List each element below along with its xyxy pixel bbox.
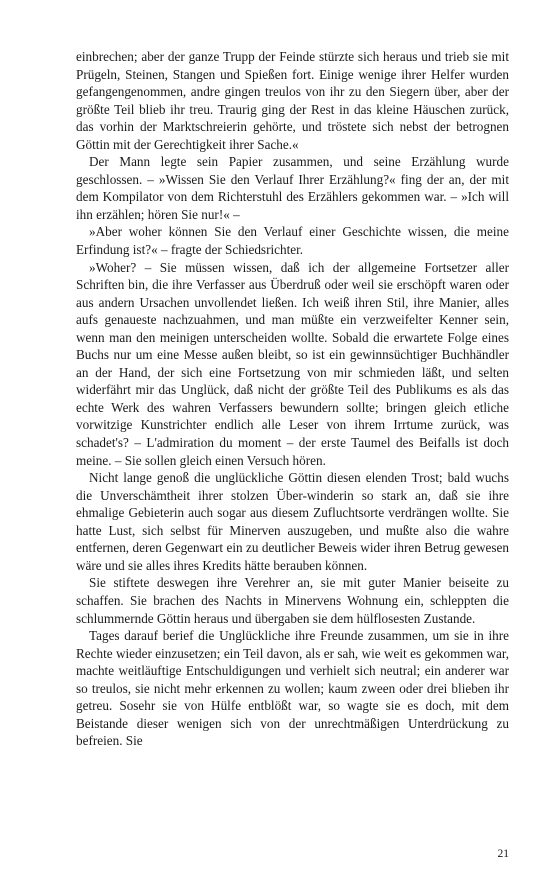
paragraph-7: Tages darauf berief die Unglückliche ihre Freunde zusammen, um sie in ihre Rechte wieder einzusetzen; ein Teil davon, als er sah, wie weit es gekommen war, machte weitläuftige Entschuldigungen und verhielt sich neutral; ein anderer war so treulos, sie nicht mehr erkennen zu wollen; kaum zween oder drei blieben ihr getreu. Sosehr sie von Hülfe entblößt war, so wagte sie es doch, mit dem Beistande dieser wenigen sich von der unrechtmäßigen Unterdrückung zu befreien. Sie bbox=[76, 628, 509, 749]
paragraph-1: einbrechen; aber der ganze Trupp der Feinde stürzte sich heraus und trieb sie mit Prügeln, Steinen, Stangen und Spießen fort. Einige wenige ihrer Helfer wurden gefangengenommen, andre gingen treulos von ihr zu den Siegern über, aber der größte Teil blieb ihr treu. Traurig ging der Rest in das kleine Häuschen zurück, das vorhin der Marktschreierin gehörte, und tröstete sich nebst der betrognen Göttin mit der Gerechtigkeit ihrer Sache.« bbox=[76, 49, 509, 152]
paragraph-3: »Aber woher können Sie den Verlauf einer Geschichte wissen, die meine Erfindung ist?« – fragte der Schiedsrichter. bbox=[76, 224, 509, 258]
page-number: 21 bbox=[497, 848, 509, 860]
paragraph-6: Sie stiftete deswegen ihre Verehrer an, sie mit guter Manier beiseite zu schaffen. Sie brachen des Nachts in Minervens Wohnung ein, schleppten die schlummernde Göttin heraus und übergaben sie dem hülflosesten Zustande. bbox=[76, 575, 509, 626]
paragraph-2: Der Mann legte sein Papier zusammen, und seine Erzählung wurde geschlossen. – »Wissen Sie den Verlauf Ihrer Erzählung?« fing der an, der mit dem Kompilator von dem Richterstuhl des Erzählers gekommen war. – »Ich will ihn erzählen; hören Sie nur!« – bbox=[76, 154, 509, 222]
paragraph-5: Nicht lange genoß die unglückliche Göttin diesen elenden Trost; bald wuchs die Unverschämtheit ihrer stolzen Über-winderin so stark an, daß sie ihre ehmalige Gebieterin auch sogar aus diesem Zufluchtsorte verdrängen wollte. Sie hatte Lust, sich selbst für Minerven auszugeben, und mußte also die wahre entfernen, deren Gegenwart ein zu deutlicher Beweis wider ihren Betrug gewesen wäre und sie alles ihres Kredits hätte berauben können. bbox=[76, 470, 509, 573]
body-text bbox=[76, 48, 509, 750]
paragraph-4: »Woher? – Sie müssen wissen, daß ich der allgemeine Fortsetzer aller Schriften bin, die ihre Verfasser aus Überdruß oder weil sie erschöpft waren oder aus andern Ursachen unvollendet ließen. Ich weiß ihren Stil, ihre Manier, alles aufs genaueste nachzuahmen, und man müßte ein verzweifelter Kenner sein, wenn man den meinigen unterscheiden wollte. Sobald die erwartete Folge eines Buchs nur um eine Messe außen bleibt, so ist ein gewinnsüchtiger Buchhändler an der Hand, der sich eine Fortsetzung von mir schmieden läßt, und selten widerfährt mir das Unglück, daß nicht der größte Teil des Publikums es als das echte Werk des wahren Verfassers bewundern sollte; bringen gleich etliche vorwitzige Kunstrichter endlich alle Leser von ihrem Irrtume zurück, was schadet's? – L'admiration du moment – der erste Taumel des Beifalls ist doch meine. – Sie sollen gleich einen Versuch hören. bbox=[76, 259, 509, 468]
